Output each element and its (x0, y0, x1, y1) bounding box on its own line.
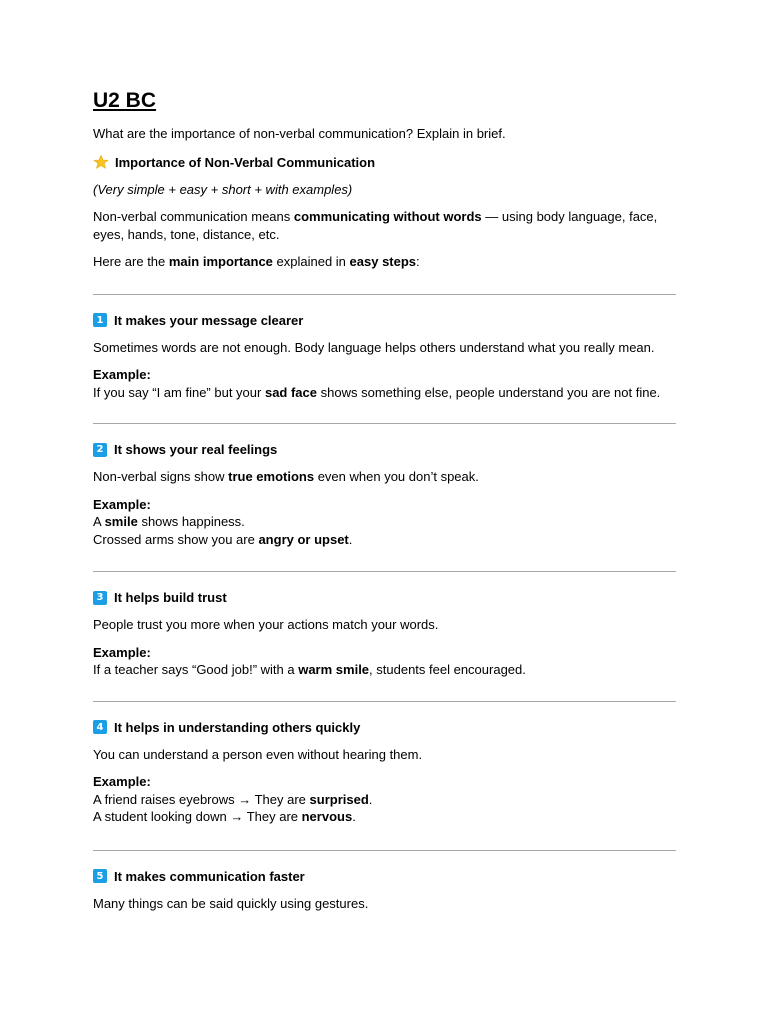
bold-text: smile (104, 514, 138, 529)
text-run: You can understand a person even without hearing them. (93, 746, 423, 762)
section-heading (93, 312, 676, 329)
text-run: . (368, 791, 373, 807)
example-label: Example: (93, 496, 151, 512)
section-description (93, 895, 676, 913)
text-run: Many things can be said quickly using gestures. (93, 895, 369, 911)
number-badge-icon: 5 (93, 869, 107, 883)
number-badge-icon: 4 (93, 720, 107, 734)
text-run: even when you don’t speak. (314, 469, 479, 484)
section-heading (93, 868, 676, 885)
bold-text: surprised (309, 791, 369, 807)
section-divider (93, 850, 676, 851)
section-description (93, 339, 676, 357)
section-2 (93, 441, 676, 548)
section-title: It shows your real feelings (114, 442, 278, 457)
section-4 (93, 719, 676, 826)
section-divider (93, 423, 676, 424)
example-line (93, 531, 676, 549)
text-run: If you say “I am fine” but your (93, 384, 265, 400)
intro-paragraph: Non-verbal communication means communicating without words — using body language, face, eyes, hands, tone, distance, etc. (93, 209, 658, 242)
document-page (93, 88, 676, 912)
section-divider (93, 571, 676, 572)
example-label: Example: (93, 644, 151, 660)
text-run: If a teacher says “Good job!” with a (93, 662, 299, 677)
example-label: Example: (93, 367, 151, 382)
bold-text: angry or upset (258, 531, 349, 547)
number-badge-icon: 1 (93, 313, 107, 327)
section-5 (93, 868, 676, 913)
section-heading (93, 589, 676, 606)
text-run: Non-verbal signs show (93, 469, 229, 484)
main-heading-text: Importance of Non-Verbal Communication (115, 154, 376, 170)
text-run: A (93, 514, 105, 529)
section-title: It helps build trust (114, 590, 227, 605)
star-icon (93, 154, 109, 170)
number-badge-icon: 3 (93, 591, 107, 605)
section-description (93, 468, 676, 486)
text-run: shows happiness. (137, 514, 245, 529)
example-line (93, 513, 676, 531)
section-description (93, 616, 676, 634)
text-run: People trust you more when your actions match your words. (93, 617, 439, 632)
section-3 (93, 589, 676, 679)
example-line (93, 384, 676, 402)
text-run: . (348, 531, 353, 547)
steps-intro: Here are the main importance explained in easy steps: (93, 254, 420, 269)
main-heading (93, 154, 676, 171)
document-title: U2 BC (93, 89, 157, 112)
section-title: It helps in understanding others quickly (114, 719, 361, 735)
subtitle-text: (Very simple + easy + short + with examples) (93, 181, 353, 197)
section-divider (93, 294, 676, 295)
section-title: It makes communication faster (114, 868, 305, 884)
text-run: . (352, 809, 356, 824)
text-run: , students feel encouraged. (369, 662, 526, 677)
bold-text: nervous (301, 809, 353, 824)
section-divider (93, 701, 676, 702)
bold-text: true emotions (228, 469, 315, 484)
example-line (93, 808, 676, 826)
section-heading (93, 441, 676, 458)
section-heading (93, 719, 676, 736)
question-text: What are the importance of non-verbal communication? Explain in brief. (93, 126, 506, 141)
section-title: It makes your message clearer (114, 312, 304, 328)
text-run: A student looking down → They are (93, 809, 302, 824)
example-line (93, 661, 676, 679)
sections-container (93, 294, 676, 913)
text-run: shows something else, people understand you are not fine. (317, 384, 661, 400)
bold-text: sad face (264, 384, 318, 400)
text-run: Crossed arms show you are (93, 531, 259, 547)
text-run: A friend raises eyebrows → They are (93, 791, 310, 807)
text-run: Sometimes words are not enough. Body language helps others understand what you really mean. (93, 339, 655, 355)
section-1 (93, 312, 676, 402)
bold-text: warm smile (298, 662, 370, 677)
example-label: Example: (93, 774, 151, 789)
section-description (93, 746, 676, 764)
example-line (93, 791, 676, 809)
number-badge-icon: 2 (93, 443, 107, 457)
